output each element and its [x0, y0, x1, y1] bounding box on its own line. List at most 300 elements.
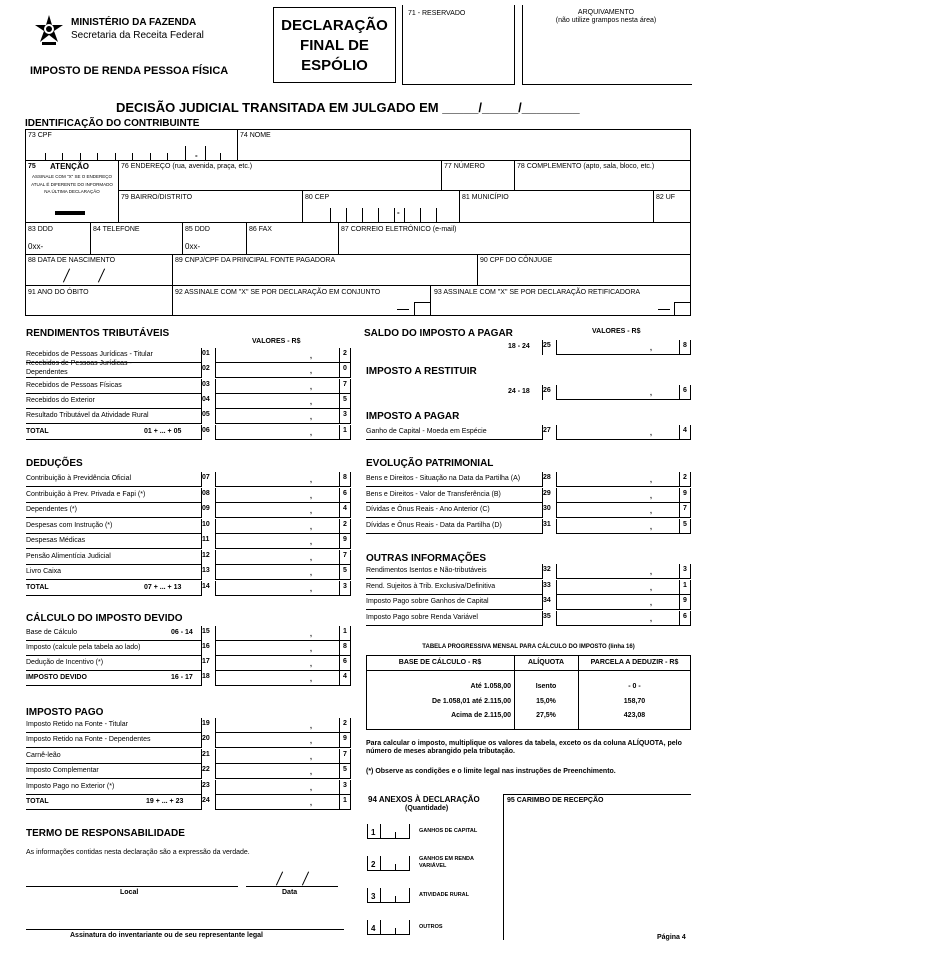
check-digit: 9 [343, 536, 347, 543]
value-row [26, 733, 351, 748]
row-label: Dependentes (*) [26, 506, 77, 513]
line-number: 01 [202, 350, 210, 357]
row-label: Bens e Direitos - Situação na Data da Partilha (A) [366, 475, 521, 482]
row-formula: 16 - 17 [171, 674, 193, 681]
annex-number: 3 [371, 892, 376, 901]
amount-input[interactable] [215, 780, 339, 795]
amount-input[interactable] [215, 409, 339, 424]
local-label: Local [120, 889, 139, 896]
row-label: Resultado Tributável da Atividade Rural [26, 412, 149, 420]
amount-input[interactable] [215, 581, 339, 596]
check-digit: 1 [683, 581, 687, 589]
line-number: 08 [202, 489, 210, 497]
government-logo [33, 14, 65, 48]
responsibility-text: As informações contidas nesta declaração são a expressão da verdade. [26, 849, 250, 856]
decimal-separator: , [310, 738, 312, 746]
row-label: Recebidos de Pessoas Físicas [26, 381, 122, 389]
value-row [26, 565, 351, 580]
row-label: IMPOSTO DEVIDO [26, 674, 87, 681]
filing-label: ARQUIVAMENTO [577, 9, 635, 16]
line-number: 31 [543, 520, 551, 528]
check-digit: 5 [683, 520, 687, 528]
amount-input[interactable] [215, 795, 339, 810]
row-formula: 06 - 14 [171, 629, 193, 636]
row-label: Imposto Complementar [26, 767, 99, 775]
line-number: 33 [543, 581, 551, 589]
row-label: Imposto (calcule pela tabela ao lado) [26, 644, 141, 651]
other-info-title: OUTRAS INFORMAÇÕES [366, 553, 486, 564]
amount-input[interactable] [215, 503, 339, 518]
value-row [366, 595, 691, 610]
amount-input[interactable] [215, 363, 339, 378]
amount-input[interactable] [215, 550, 339, 565]
line-number: 35 [543, 612, 551, 620]
email-label: 87 CORREIO ELETRÔNICO (e-mail) [341, 226, 457, 233]
value-row [26, 749, 351, 764]
line-number: 15 [202, 628, 210, 635]
amount-input[interactable] [556, 425, 679, 440]
line-number: 23 [202, 781, 210, 789]
amount-input[interactable] [556, 611, 679, 626]
line-number: 22 [202, 766, 210, 774]
line-number: 21 [202, 750, 210, 758]
check-digit: 5 [343, 766, 347, 774]
row-label-2: Dependentes [26, 369, 68, 377]
row-label: Dedução de Incentivo (*) [26, 659, 104, 666]
signature-label: Assinatura do inventariante ou de seu representante legal [70, 932, 263, 939]
decimal-separator: , [650, 492, 652, 500]
value-row [26, 795, 351, 810]
value-row [26, 656, 351, 671]
check-digit: 7 [343, 750, 347, 758]
value-row [26, 626, 351, 641]
value-row [26, 581, 351, 596]
line-number: 18 [202, 673, 210, 680]
decimal-separator: , [310, 398, 312, 406]
value-row [26, 718, 351, 733]
line-number: 25 [543, 342, 551, 349]
row-label: Pensão Alimentícia Judicial [26, 552, 111, 560]
line-number: 11 [202, 536, 210, 543]
decimal-separator: , [310, 492, 312, 500]
decimal-separator: , [310, 477, 312, 484]
row-formula: 24 - 18 [508, 388, 530, 395]
line-number: 09 [202, 505, 210, 512]
amount-input[interactable] [556, 564, 679, 579]
filing-note: (não utilize grampos nesta área) [555, 17, 657, 24]
annex-number: 1 [371, 828, 376, 837]
value-row [26, 379, 351, 394]
check-digit: 3 [343, 582, 347, 590]
line-number: 02 [202, 365, 210, 373]
page-number: Página 4 [657, 934, 686, 941]
line-number: 05 [202, 411, 210, 419]
tax-table-title: TABELA PROGRESSIVA MENSAL PARA CÁLCULO DO IMPOSTO (linha 16) [422, 644, 635, 650]
tax-table-cell: 15,0% [536, 697, 556, 705]
value-row [26, 472, 351, 487]
reception-stamp-label: 95 CARIMBO DE RECEPÇÃO [507, 797, 604, 804]
check-digit: 4 [343, 505, 347, 512]
deductions-title: DEDUÇÕES [26, 458, 83, 469]
tax-title: IMPOSTO DE RENDA PESSOA FÍSICA [30, 65, 229, 77]
decimal-separator: , [650, 477, 652, 484]
decimal-separator: , [310, 368, 312, 376]
decimal-separator: , [310, 383, 312, 391]
fax-ddd-prefix[interactable]: 0xx- [185, 242, 201, 251]
line-number: 16 [202, 643, 210, 650]
amount-input[interactable] [215, 534, 339, 549]
row-label: TOTAL [26, 798, 49, 805]
decimal-separator: , [310, 661, 312, 668]
value-row [366, 340, 691, 355]
annex-label: ATIVIDADE RURAL [419, 892, 470, 898]
declaration-title-line: DECLARAÇÃO [281, 17, 388, 34]
tax-table-cell: Isento [535, 683, 557, 690]
decimal-separator: , [310, 800, 312, 807]
value-row [26, 641, 351, 656]
line-number: 04 [202, 395, 210, 403]
value-row [26, 550, 351, 565]
amount-input[interactable] [556, 595, 679, 610]
ministry-name: MINISTÉRIO DA FAZENDA [71, 17, 197, 28]
annexes-subtitle: (Quantidade) [405, 805, 449, 812]
row-label: TOTAL [26, 583, 49, 591]
value-row [366, 385, 691, 400]
check-digit: 1 [343, 426, 347, 434]
line-number: 19 [202, 720, 210, 727]
value-row [26, 780, 351, 795]
value-row [26, 425, 351, 440]
tax-table-cell: 423,08 [623, 712, 646, 719]
check-digit: 3 [683, 566, 687, 573]
check-digit: 7 [343, 380, 347, 388]
line-number: 24 [202, 797, 210, 804]
spouse-cpf-label: 90 CPF DO CÔNJUGE [480, 257, 553, 264]
rectifying-checkbox[interactable] [674, 302, 691, 316]
row-label: Imposto Pago no Exterior (*) [26, 782, 115, 790]
tax-table-header: BASE DE CÁLCULO - R$ [398, 659, 482, 666]
balance-title: SALDO DO IMPOSTO A PAGAR [364, 328, 513, 339]
check-digit: 2 [343, 350, 347, 357]
check-digit: 8 [343, 643, 347, 650]
assets-title: EVOLUÇÃO PATRIMONIAL [366, 458, 494, 469]
value-row [366, 519, 691, 534]
check-digit: 3 [343, 781, 347, 789]
line-number: 12 [202, 551, 210, 559]
death-year-label: 91 ANO DO ÓBITO [28, 289, 89, 296]
row-label: Rend. Sujeitos à Trib. Exclusiva/Definitiva [366, 582, 496, 590]
amount-input[interactable] [556, 340, 679, 355]
row-label: Recebidos de Pessoas Jurídicas - [26, 360, 132, 368]
row-label: Dívidas e Ônus Reais - Data da Partilha (D) [366, 521, 502, 529]
value-row [366, 425, 691, 440]
amount-input[interactable] [215, 488, 339, 503]
line-number: 34 [543, 597, 551, 604]
check-digit: 9 [683, 489, 687, 497]
amount-input[interactable] [215, 565, 339, 580]
decimal-separator: , [310, 353, 312, 360]
phone-ddd-label: 83 DDD [28, 226, 53, 233]
cep-label: 80 CEP [305, 194, 330, 201]
row-label: Bens e Direitos - Valor de Transferência (B) [366, 490, 501, 498]
name-input[interactable] [240, 158, 688, 159]
decimal-separator: , [650, 430, 652, 437]
value-row [366, 580, 691, 595]
values-header: VALORES - R$ [252, 338, 301, 345]
tax-table-cell: - 0 - [628, 683, 641, 690]
tax-table-cell: De 1.058,01 até 2.115,00 [431, 697, 511, 705]
tax-table-cell: 158,70 [623, 697, 646, 705]
decimal-separator: , [310, 585, 312, 593]
row-label: Despesas com Instrução (*) [26, 521, 113, 529]
amount-input[interactable] [215, 379, 339, 394]
complement-label: 78 COMPLEMENTO (apto, sala, bloco, etc.) [517, 163, 655, 170]
annex-label: GANHOS DE CAPITAL [419, 828, 478, 834]
value-row [26, 671, 351, 686]
annex-label: OUTROS [419, 924, 443, 930]
district-label: 79 BAIRRO/DISTRITO [121, 194, 193, 201]
decimal-separator: , [310, 554, 312, 562]
row-label: Base de Cálculo [26, 629, 77, 636]
amount-input[interactable] [556, 385, 679, 400]
annexes-title: 94 ANEXOS À DECLARAÇÃO [368, 795, 480, 804]
tax-calc-title: CÁLCULO DO IMPOSTO DEVIDO [26, 613, 183, 624]
joint-declaration-label: 92 ASSINALE COM "X" SE POR DECLARAÇÃO EM CONJUNTO [175, 289, 381, 296]
row-label: Recebidos de Pessoas Jurídicas - Titular [26, 351, 153, 358]
decimal-separator: , [310, 753, 312, 761]
check-digit: 4 [683, 427, 687, 434]
amount-input[interactable] [215, 472, 339, 487]
row-label: Despesas Médicas [26, 537, 86, 544]
decimal-separator: , [310, 631, 312, 638]
date-line[interactable] [246, 886, 338, 887]
declaration-title-line: ESPÓLIO [301, 57, 368, 74]
fax-label: 86 FAX [249, 226, 272, 233]
row-label: Imposto Retido na Fonte - Titular [26, 721, 128, 728]
amount-input[interactable] [215, 764, 339, 779]
amount-input[interactable] [215, 718, 339, 733]
line-number: 17 [202, 658, 210, 665]
decimal-separator: , [650, 390, 652, 397]
amount-input[interactable] [215, 656, 339, 671]
line-number: 28 [543, 474, 551, 481]
line-number: 06 [202, 426, 210, 434]
check-digit: 7 [343, 551, 347, 559]
decimal-separator: , [310, 676, 312, 683]
row-formula: 01 + ... + 05 [144, 427, 182, 435]
decimal-separator: , [310, 784, 312, 792]
check-digit: 5 [343, 567, 347, 574]
birth-date-label: 88 DATA DE NASCIMENTO [28, 257, 116, 264]
check-digit: 6 [343, 489, 347, 497]
decimal-separator: , [310, 646, 312, 653]
phone-label: 84 TELEFONE [93, 226, 140, 233]
value-row [26, 409, 351, 424]
amount-input[interactable] [215, 348, 339, 363]
cpf-label: 73 CPF [28, 132, 52, 139]
line-number: 30 [543, 505, 551, 512]
main-payer-label: 89 CNPJ/CPF DA PRINCIPAL FONTE PAGADORA [175, 257, 336, 264]
check-digit: 7 [683, 505, 687, 512]
check-digit: 6 [683, 387, 687, 394]
coat-of-arms-icon [33, 14, 65, 48]
row-label: Dívidas e Ônus Reais - Ano Anterior (C) [366, 506, 490, 513]
amount-input[interactable] [556, 519, 679, 534]
city-label: 81 MUNICÍPIO [462, 194, 509, 201]
date-label: Data [282, 889, 298, 896]
line-number: 14 [202, 582, 210, 590]
row-formula: 07 + ... + 13 [144, 583, 182, 591]
check-digit: 8 [683, 342, 687, 349]
amount-input[interactable] [556, 488, 679, 503]
field-75-number: 75 [28, 163, 36, 170]
tax-table-cell: 27,5% [536, 712, 556, 719]
check-digit: 3 [343, 411, 347, 419]
fax-ddd-label: 85 DDD [185, 226, 210, 233]
local-line[interactable] [26, 886, 238, 887]
row-label: Imposto Retido na Fonte - Dependentes [26, 736, 151, 744]
check-digit: 2 [683, 474, 687, 481]
name-label: 74 NOME [240, 132, 271, 139]
row-formula: 19 + ... + 23 [146, 798, 184, 805]
amount-input[interactable] [215, 519, 339, 534]
phone-ddd-prefix[interactable]: 0xx- [28, 242, 44, 251]
limit-note: (*) Observe as condições e o limite legal nas instruções de Preenchimento. [366, 768, 616, 775]
income-title: RENDIMENTOS TRIBUTÁVEIS [26, 328, 170, 339]
value-row [26, 488, 351, 503]
value-row [26, 360, 351, 378]
value-row [26, 503, 351, 518]
annex-number: 4 [371, 924, 376, 933]
row-label: TOTAL [26, 427, 49, 435]
check-digit: 1 [343, 628, 347, 635]
decimal-separator: , [650, 523, 652, 531]
decimal-separator: , [650, 600, 652, 607]
declaration-title [273, 16, 396, 76]
amount-input[interactable] [215, 641, 339, 656]
row-label: Contribuição à Prev. Privada e Fapi (*) [26, 490, 146, 498]
address-change-checkbox[interactable] [55, 211, 85, 215]
value-row [366, 564, 691, 579]
tax-table-header: PARCELA A DEDUZIR - R$ [590, 659, 679, 666]
row-formula: 18 - 24 [508, 343, 530, 350]
check-digit: 2 [343, 520, 347, 528]
calc-note: Para calcular o imposto, multiplique os valores da tabela, exceto os da coluna ALÍQUOTA, pelo número de meses abrangido pela tributação. [366, 740, 682, 755]
decimal-separator: , [310, 429, 312, 437]
identification-title: IDENTIFICAÇÃO DO CONTRIBUINTE [25, 118, 200, 129]
refund-title: IMPOSTO A RESTITUIR [366, 366, 477, 377]
check-digit: 6 [683, 612, 687, 620]
judicial-decision[interactable]: DECISÃO JUDICIAL TRANSITADA EM JULGADO EM _____/_____/________ [116, 100, 580, 115]
amount-input[interactable] [215, 671, 339, 686]
tax-table-header: ALÍQUOTA [527, 659, 565, 666]
amount-input[interactable] [215, 394, 339, 409]
secretariat-name: Secretaria da Receita Federal [71, 30, 204, 41]
joint-declaration-checkbox[interactable] [414, 302, 430, 316]
line-number: 03 [202, 380, 210, 388]
value-row [366, 472, 691, 487]
line-number: 32 [543, 566, 551, 573]
state-label: 82 UF [656, 194, 676, 201]
value-row [366, 611, 691, 626]
value-row [26, 764, 351, 779]
value-row [26, 519, 351, 534]
amount-input[interactable] [215, 749, 339, 764]
decimal-separator: , [650, 345, 652, 352]
line-number: 26 [543, 387, 551, 394]
check-digit: 5 [343, 395, 347, 403]
tax-table-cell: Acima de 2.115,00 [451, 712, 511, 719]
attention-note: ASSINALE COM "X" SE O ENDEREÇO ATUAL É DIFERENTE DO INFORMADO NA ÚLTIMA DECLARAÇÃO [31, 174, 113, 194]
amount-input[interactable] [556, 580, 679, 595]
row-label: Contribuição à Previdência Oficial [26, 475, 132, 482]
decimal-separator: , [310, 523, 312, 531]
decimal-separator: , [650, 569, 652, 576]
annex-number: 2 [371, 860, 376, 869]
signature-line[interactable] [26, 929, 344, 930]
row-label: Imposto Pago sobre Renda Variável [366, 613, 478, 621]
row-label: Recebidos do Exterior [26, 396, 95, 404]
rectifying-label: 93 ASSINALE COM "X" SE POR DECLARAÇÃO RETIFICADORA [434, 289, 641, 296]
check-digit: 0 [343, 365, 347, 373]
decimal-separator: , [650, 615, 652, 623]
address-label: 76 ENDEREÇO (rua, avenida, praça, etc.) [121, 163, 253, 170]
line-number: 10 [202, 520, 210, 528]
row-label: Ganho de Capital - Moeda em Espécie [366, 428, 487, 435]
tax-to-pay-title: IMPOSTO A PAGAR [366, 411, 460, 422]
line-number: 07 [202, 474, 210, 481]
decimal-separator: , [310, 508, 312, 515]
attention-label: ATENÇÃO [50, 162, 89, 171]
line-number: 27 [543, 427, 551, 434]
amount-input[interactable] [556, 503, 679, 518]
amount-input[interactable] [215, 733, 339, 748]
tax-paid-title: IMPOSTO PAGO [26, 707, 104, 718]
responsibility-title: TERMO DE RESPONSABILIDADE [26, 828, 185, 839]
value-row [366, 503, 691, 518]
check-digit: 4 [343, 673, 347, 680]
decimal-separator: , [310, 539, 312, 546]
row-label: Imposto Pago sobre Ganhos de Capital [366, 598, 489, 605]
decimal-separator: , [310, 723, 312, 730]
row-label: Rendimentos Isentos e Não-tributáveis [366, 567, 487, 574]
check-digit: 9 [343, 735, 347, 743]
line-number: 20 [202, 735, 210, 743]
check-digit: 9 [683, 597, 687, 604]
reception-stamp-box [503, 794, 691, 940]
check-digit: 6 [343, 658, 347, 665]
row-label: Carnê-leão [26, 751, 61, 759]
declaration-title-line: FINAL DE [300, 37, 369, 54]
values-header-right: VALORES - R$ [592, 328, 641, 335]
decimal-separator: , [310, 769, 312, 777]
amount-input[interactable] [215, 425, 339, 440]
amount-input[interactable] [556, 472, 679, 487]
decimal-separator: , [310, 414, 312, 422]
value-row [26, 534, 351, 549]
value-row [26, 394, 351, 409]
line-number: 29 [543, 489, 551, 497]
check-digit: 8 [343, 474, 347, 481]
value-row [366, 488, 691, 503]
amount-input[interactable] [215, 626, 339, 641]
reserved-label: 71 - RESERVADO [408, 10, 466, 17]
decimal-separator: , [310, 570, 312, 577]
tax-table-cell: Até 1.058,00 [470, 683, 511, 690]
number-label: 77 NÚMERO [444, 163, 485, 170]
check-digit: 2 [343, 720, 347, 727]
line-number: 13 [202, 567, 210, 574]
